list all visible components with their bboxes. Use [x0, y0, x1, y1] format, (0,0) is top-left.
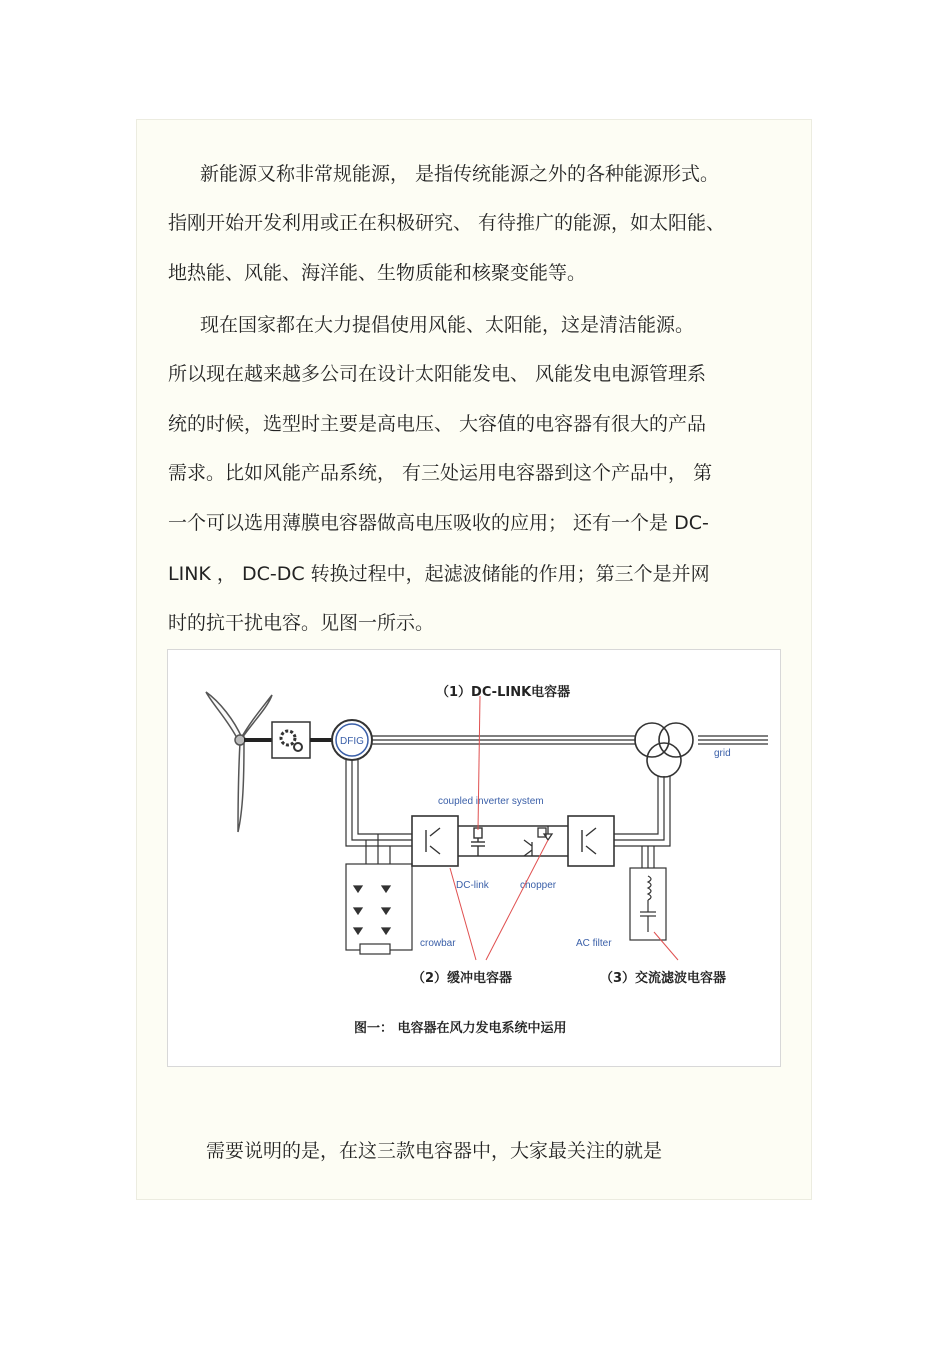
crowbar-circuit — [346, 834, 412, 954]
label-ac-filter-capacitor: （3）交流滤波电容器 — [600, 971, 727, 986]
paragraph-line: 现在国家都在大力提倡使用风能、太阳能，这是清洁能源。 — [200, 314, 695, 336]
label-dc-link-capacitor: （1）DC-LINK电容器 — [436, 685, 571, 700]
coupled-inverter-label: coupled inverter system — [438, 796, 544, 807]
grid-side-converter — [568, 816, 614, 866]
figure-caption: 图一： 电容器在风力发电系统中运用 — [354, 1021, 567, 1036]
paragraph-line: 指刚开始开发利用或正在积极研究、 有待推广的能源，如太阳能、 — [168, 212, 726, 234]
paragraph-line: 地热能、风能、海洋能、生物质能和核聚变能等。 — [168, 262, 587, 284]
dfig-label: DFIG — [340, 736, 364, 747]
wind-turbine-icon — [206, 692, 272, 832]
system-diagram — [168, 650, 782, 1068]
paragraph-line: 统的时候，选型时主要是高电压、 大容值的电容器有很大的产品 — [168, 413, 707, 435]
paragraph-line: LINK ， DC-DC 转换过程中，起滤波储能的作用；第三个是并网 — [168, 563, 710, 585]
paragraph-line: 新能源又称非常规能源， 是指传统能源之外的各种能源形式。 — [200, 163, 720, 185]
paragraph-line: 需求。比如风能产品系统， 有三处运用电容器到这个产品中， 第 — [168, 462, 713, 484]
gearbox-icon — [272, 722, 310, 758]
rotor-side-converter — [412, 816, 458, 866]
label-snubber-capacitor: （2）缓冲电容器 — [412, 971, 513, 986]
wind-power-capacitor-figure — [167, 649, 781, 1067]
ac-filter-label: AC filter — [576, 938, 612, 949]
ac-filter-circuit — [630, 846, 666, 940]
paragraph-line: 时的抗干扰电容。见图一所示。 — [168, 612, 435, 634]
transformer-icon — [635, 723, 693, 777]
dc-link-label: DC-link — [456, 880, 489, 891]
dc-link-capacitor-symbol — [471, 828, 485, 856]
paragraph-line: 所以现在越来越多公司在设计太阳能发电、 风能发电电源管理系 — [168, 363, 707, 385]
dfig-generator — [332, 720, 372, 760]
paragraph-line: 一个可以选用薄膜电容器做高电压吸收的应用； 还有一个是 DC- — [168, 512, 709, 534]
chopper-label: chopper — [520, 880, 557, 891]
crowbar-label: crowbar — [420, 938, 456, 949]
grid-label: grid — [714, 748, 731, 759]
trailing-paragraph: 需要说明的是，在这三款电容器中，大家最关注的就是 — [206, 1140, 663, 1162]
